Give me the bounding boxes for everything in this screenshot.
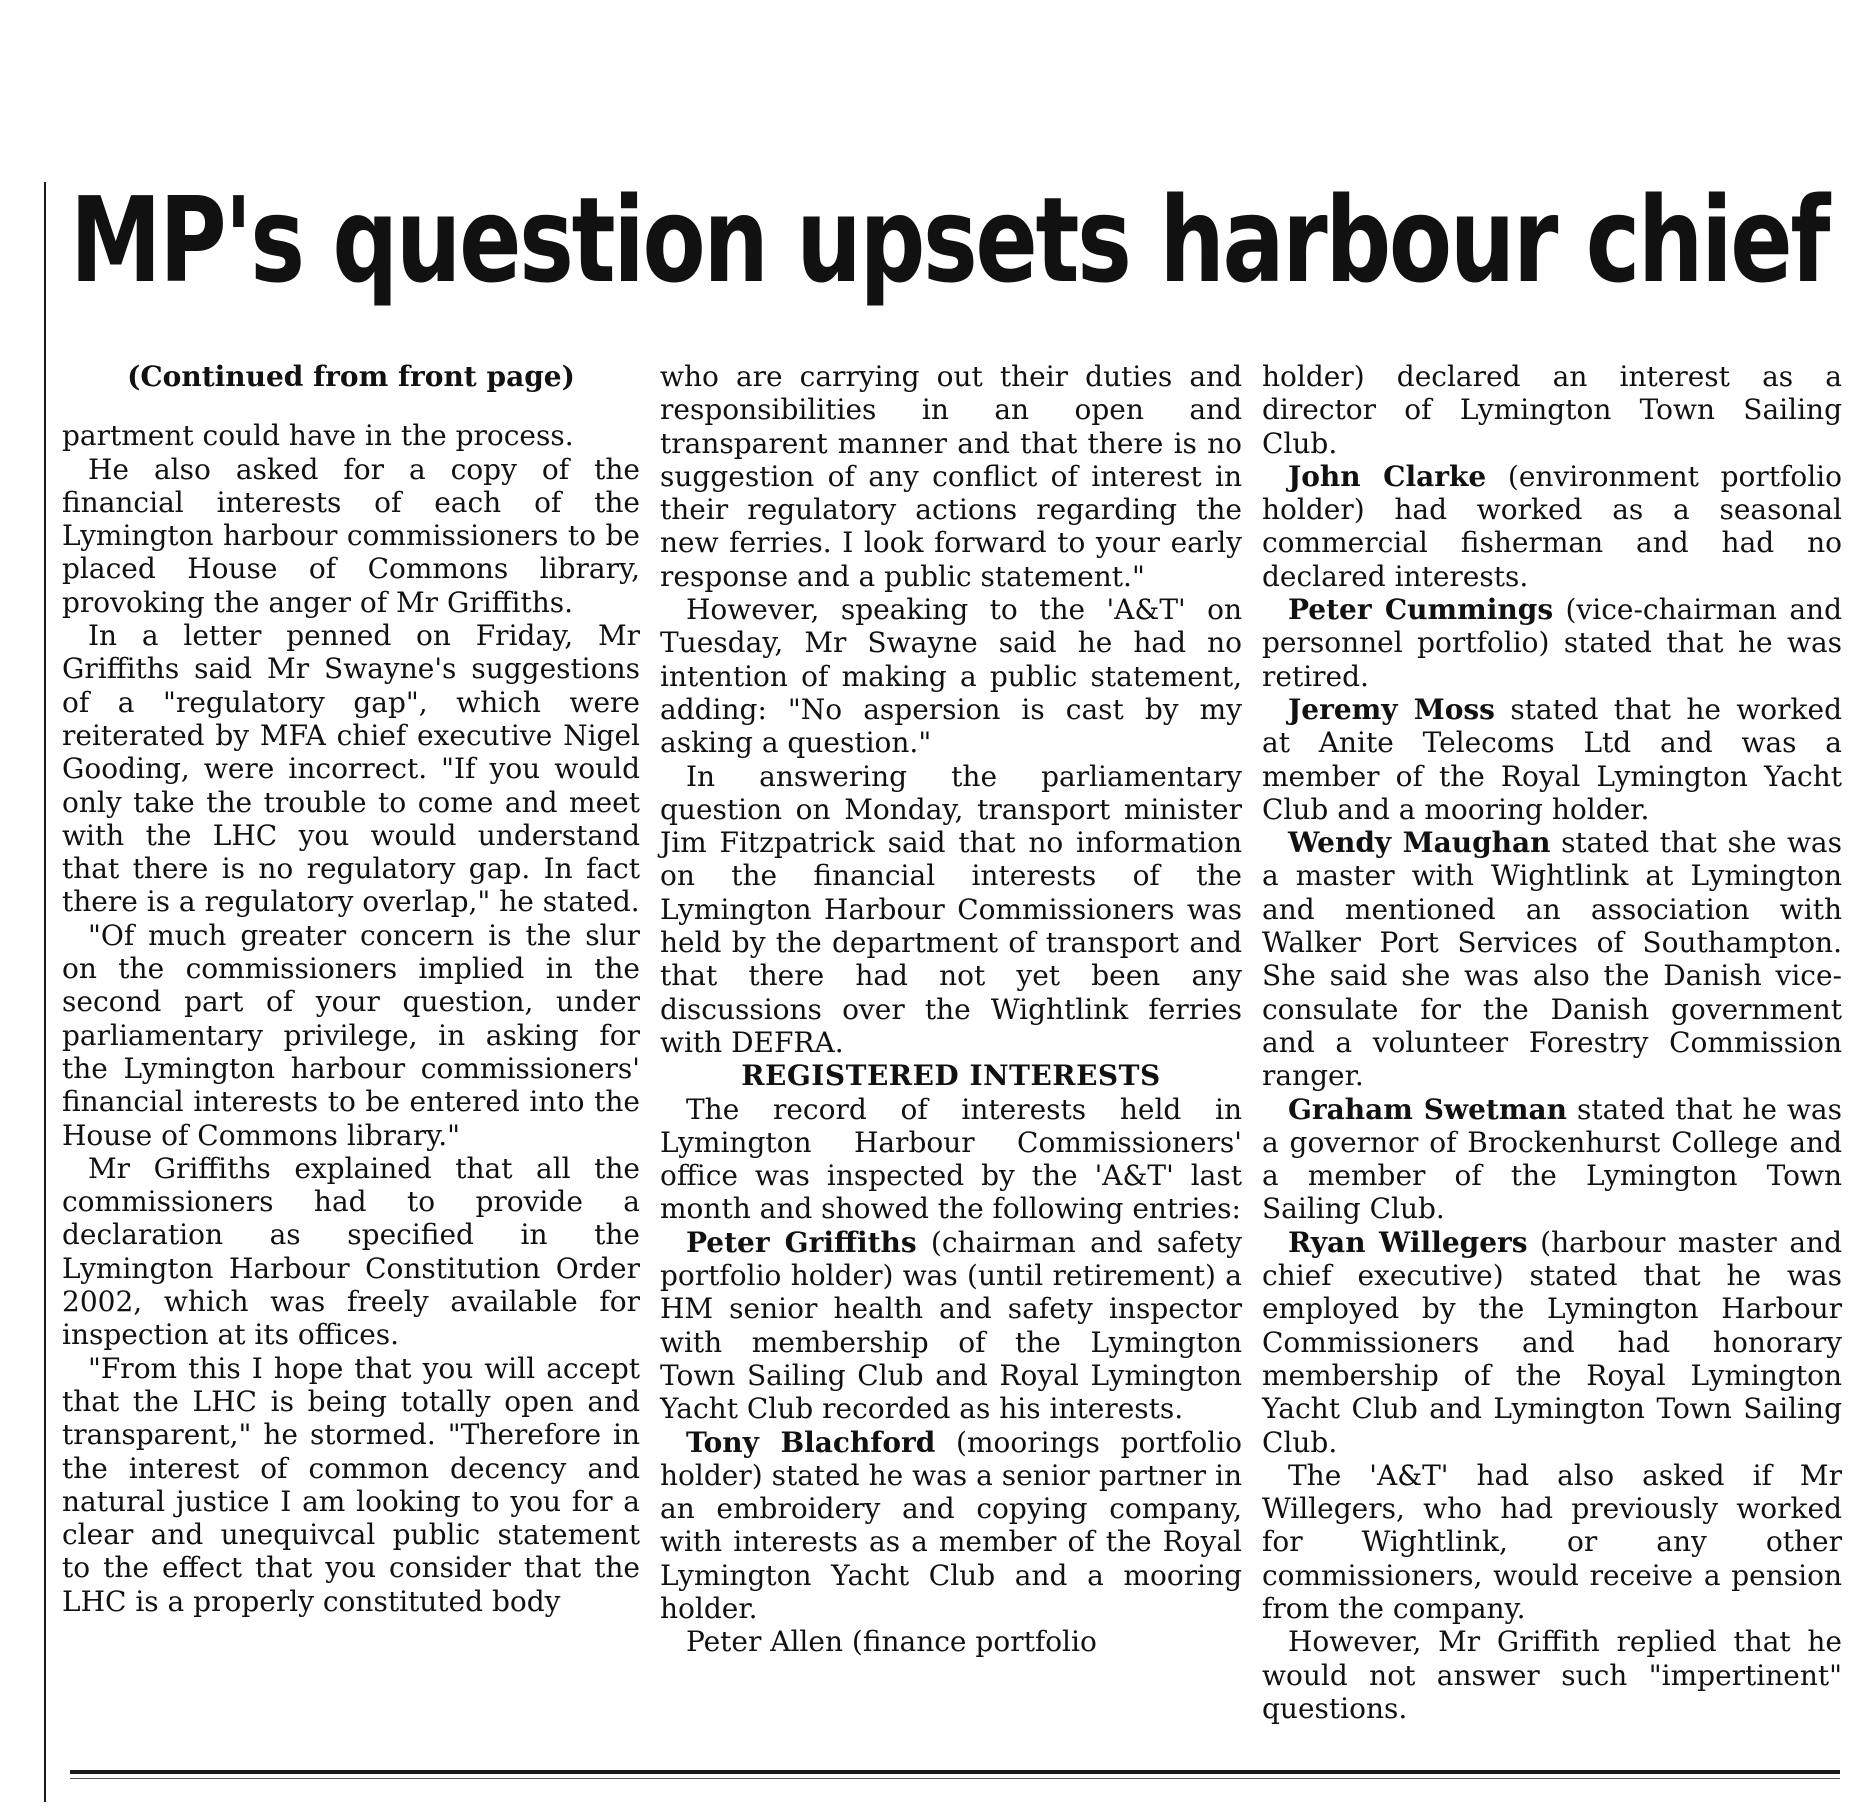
paragraph: However, speaking to the 'A&T' on Tuesday, Mr Swayne said he had no intention of making a public statement, adding: "No aspersion is cast by my asking a question." <box>660 593 1242 760</box>
paragraph: In answering the parliamentary question on Monday, transport minister Jim Fitzpatrick said that no information on the financial interests of the Lymington Harbour Commissioners was held by the department of transport and that there had not yet been any discussions over the Wightlink ferries with DEFRA. <box>660 759 1242 1059</box>
person-name: Tony Blachford <box>686 1425 936 1459</box>
bottom-rule-thin <box>70 1778 1840 1779</box>
article-column-2 <box>660 360 1242 1659</box>
entry-text: stated that she was a master with Wightlink at Lymington and mentioned an association with Walker Port Services of Southampton. She said she was also the Danish vice-consulate for the Danish government and a volunteer Forestry Commission ranger. <box>1262 826 1842 1093</box>
interest-entry <box>1262 1226 1842 1459</box>
interest-entry <box>660 1226 1242 1426</box>
interest-entry <box>1262 460 1842 593</box>
headline: MP's question upsets harbour chief <box>70 171 1829 309</box>
paragraph: "From this I hope that you will accept that the LHC is being totally open and transparent," he stormed. "Therefore in the interest of common decency and natural justice I am looking to you for a clear and unequivcal public statement to the effect that you consider that the LHC is a properly constituted body <box>62 1351 640 1618</box>
person-name: Jeremy Moss <box>1288 692 1495 726</box>
entry-text: (moorings portfolio holder) stated he was a senior partner in an embroidery and copying company, with interests as a member of the Royal Lymington Yacht Club and a mooring holder. <box>660 1425 1243 1625</box>
paragraph: who are carrying out their duties and responsibilities in an open and transparent manner and that there is no suggestion of any conflict of interest in their regulatory actions regarding the new ferries. I look forward to your early response and a public statement." <box>660 360 1242 593</box>
bottom-rule <box>70 1770 1840 1774</box>
person-name: Peter Cummings <box>1288 593 1554 627</box>
section-subhead: REGISTERED INTERESTS <box>741 1059 1161 1093</box>
article-column-3 <box>1262 360 1842 1725</box>
person-name: Wendy Maughan <box>1288 826 1551 860</box>
interest-entry <box>1262 693 1842 826</box>
person-name: Ryan Willegers <box>1288 1225 1528 1259</box>
entry-text: (harbour master and chief executive) stated that he was employed by the Lymington Harbour Commissioners and had honorary membership of the Royal Lymington Yacht Club and Lymington Town Sailing Club. <box>1262 1225 1842 1459</box>
paragraph: The 'A&T' had also asked if Mr Willegers, who had previously worked for Wightlink, or any other commissioners, would receive a pension from the company. <box>1262 1458 1842 1625</box>
entry-text: (vice-chairman and personnel portfolio) stated that he was retired. <box>1262 593 1842 693</box>
interest-entry <box>1262 826 1842 1092</box>
person-name: Peter Griffiths <box>686 1225 917 1259</box>
paragraph: holder) declared an interest as a director of Lymington Town Sailing Club. <box>1262 360 1842 460</box>
paragraph: "Of much greater concern is the slur on the commissioners implied in the second part of your question, under parliamentary privilege, in asking for the Lymington harbour commissioners' financial interests to be entered into the House of Commons library." <box>62 918 640 1152</box>
interest-entry <box>1262 1093 1842 1226</box>
person-name: John Clarke <box>1288 459 1487 493</box>
entry-text: (chairman and safety portfolio holder) was (until retirement) a HM senior health and safety inspector with membership of the Lymington Town Sailing Club and Royal Lymington Yacht Club recorded as his interests. <box>660 1225 1242 1426</box>
article-column-1 <box>62 360 640 1618</box>
paragraph: He also asked for a copy of the financial interests of each of the Lymington harbour commissioners to be placed House of Commons library, provoking the anger of Mr Griffiths. <box>62 452 640 619</box>
entry-text: stated that he was a governor of Brockenhurst College and a member of the Lymington Town Sailing Club. <box>1262 1092 1842 1226</box>
paragraph: The record of interests held in Lymington Harbour Commissioners' office was inspected by the 'A&T' last month and showed the following entries: <box>660 1092 1242 1226</box>
continued-note: (Continued from front page) <box>127 360 575 393</box>
paragraph: partment could have in the process. <box>62 419 574 453</box>
entry-text: (environment portfolio holder) had worked as a seasonal commercial fisherman and had no declared interests. <box>1262 459 1842 593</box>
interest-entry <box>660 1426 1242 1626</box>
paragraph: However, Mr Griffith replied that he would not answer such "impertinent" questions. <box>1262 1625 1842 1725</box>
interest-entry <box>1262 593 1842 693</box>
paragraph: Peter Allen (finance portfolio <box>686 1625 1097 1659</box>
person-name: Graham Swetman <box>1288 1092 1567 1126</box>
paragraph: Mr Griffiths explained that all the commissioners had to provide a declaration as specified in the Lymington Harbour Constitution Order 2002, which was freely available for inspection at its offices. <box>62 1151 640 1352</box>
entry-text: stated that he worked at Anite Telecoms Ltd and was a member of the Royal Lymington Yacht Club and a mooring holder. <box>1262 692 1842 826</box>
left-column-rule <box>44 182 46 1802</box>
paragraph: In a letter penned on Friday, Mr Griffiths said Mr Swayne's suggestions of a "regulatory gap", which were reiterated by MFA chief executive Nigel Gooding, were incorrect. "If you would only take the trouble to come and meet with the LHC you would understand that there is no regulatory gap. In fact there is a regulatory overlap," he stated. <box>62 619 640 919</box>
